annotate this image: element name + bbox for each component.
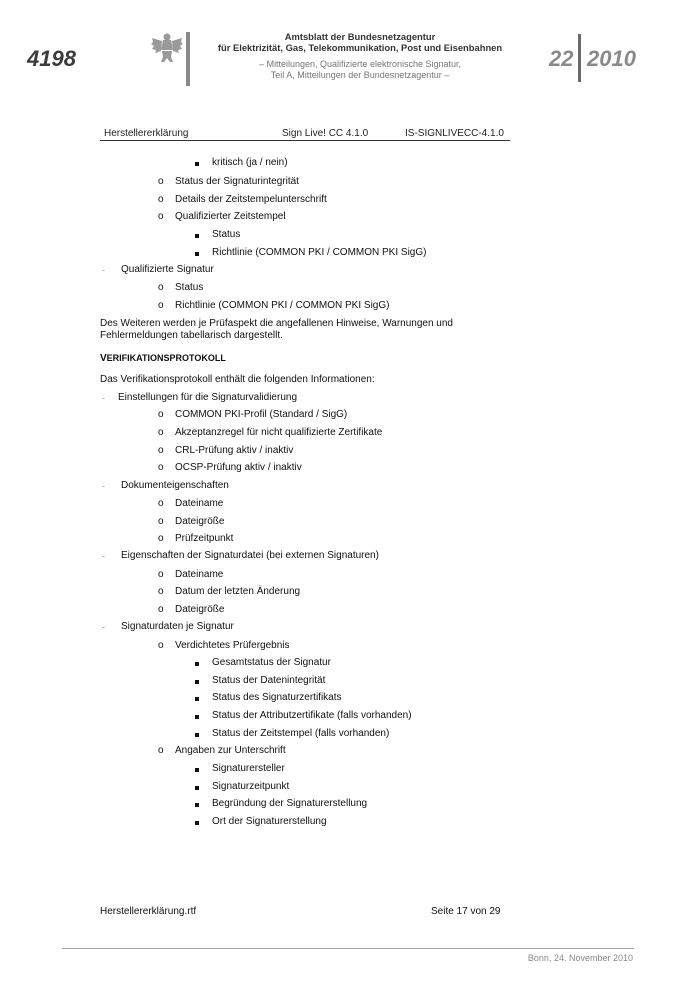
bullet-circle: o (158, 409, 164, 420)
list-item: Status der Signaturintegrität (175, 176, 299, 187)
masthead-divider-right (578, 34, 581, 82)
list-item: Richtlinie (COMMON PKI / COMMON PKI SigG) (212, 247, 427, 258)
list-item: Angaben zur Unterschrift (175, 745, 286, 756)
bullet-circle: o (158, 640, 164, 651)
bullet-square (195, 715, 199, 719)
list-item: Eigenschaften der Signaturdatei (bei externen Signaturen) (121, 550, 379, 561)
bullet-circle: o (158, 282, 164, 293)
bullet-circle: o (158, 533, 164, 544)
running-header-left: Herstellererklärung (104, 128, 189, 139)
bullet-square (195, 234, 199, 238)
issue-number: 22 (549, 46, 574, 71)
footer-page-count: Seite 17 von 29 (431, 906, 501, 917)
list-item: Qualifizierter Zeitstempel (175, 211, 286, 222)
gazette-title-line1: Amtsblatt der Bundesnetzagentur (284, 31, 436, 42)
bullet-dash: - (102, 481, 105, 491)
bullet-circle: o (158, 211, 164, 222)
list-item: Richtlinie (COMMON PKI / COMMON PKI SigG) (175, 300, 390, 311)
list-item: Datum der letzten Änderung (175, 586, 301, 597)
list-item: Ort der Signaturerstellung (212, 816, 327, 827)
list-item: Status der Attributzertifikate (falls vorhanden) (212, 710, 412, 721)
bullet-circle: o (158, 427, 164, 438)
publication-date: Bonn, 24. November 2010 (527, 953, 633, 963)
list-item: Status (212, 229, 241, 240)
section-heading-initial: V (100, 353, 107, 364)
bullet-circle: o (158, 745, 164, 756)
list-item: Dokumenteigenschaften (121, 480, 229, 491)
list-item: Status (175, 282, 204, 293)
running-header-right: IS-SIGNLIVECC-4.1.0 (405, 128, 504, 139)
bullet-circle: o (158, 586, 164, 597)
list-item: Prüfzeitpunkt (175, 533, 234, 544)
list-item: Signaturersteller (212, 763, 285, 774)
list-item: CRL-Prüfung aktiv / inaktiv (175, 445, 294, 456)
bullet-circle: o (158, 569, 164, 580)
list-item: Gesamtstatus der Signatur (212, 657, 331, 668)
running-header-center: Sign Live! CC 4.1.0 (282, 128, 369, 139)
list-item: Begründung der Signaturerstellung (212, 798, 368, 809)
bullet-dash: - (102, 551, 105, 561)
bullet-circle: o (158, 462, 164, 473)
bullet-circle: o (158, 194, 164, 205)
bullet-square (195, 252, 199, 256)
bullet-circle: o (158, 604, 164, 615)
bullet-square (195, 803, 199, 807)
bullet-square (195, 733, 199, 737)
list-item: Details der Zeitstempelunterschrift (175, 194, 327, 205)
list-item: OCSP-Prüfung aktiv / inaktiv (175, 462, 302, 473)
header-rule (100, 140, 510, 141)
section-heading (100, 353, 226, 364)
list-item: COMMON PKI-Profil (Standard / SigG) (175, 409, 348, 420)
list-item: kritisch (ja / nein) (212, 157, 288, 168)
list-item: Signaturdaten je Signatur (121, 621, 234, 632)
bullet-circle: o (158, 516, 164, 527)
bullet-square (195, 786, 199, 790)
list-item: Dateiname (175, 498, 224, 509)
bullet-square (195, 662, 199, 666)
page-number: 4198 (27, 46, 76, 71)
paragraph: Des Weiteren werden je Prüfaspekt die angefallenen Hinweise, Warnungen und Fehlermeldungen tabellarisch dargestellt. (100, 318, 453, 341)
section-heading-rest: ERIFIKATIONSPROTOKOLL (106, 353, 226, 363)
bullet-circle: o (158, 176, 164, 187)
bullet-dash: - (102, 622, 105, 632)
list-item: Status der Zeitstempel (falls vorhanden) (212, 728, 390, 739)
list-item: Dateigröße (175, 516, 225, 527)
gazette-subtitle-line1: – Mitteilungen, Qualifizierte elektronische Signatur, (258, 59, 462, 69)
list-item: Signaturzeitpunkt (212, 781, 290, 792)
list-item: Einstellungen für die Signaturvalidierung (118, 392, 298, 403)
list-item: Status des Signaturzertifikats (212, 692, 342, 703)
bullet-circle: o (158, 445, 164, 456)
list-item: Dateigröße (175, 604, 225, 615)
bullet-square (195, 162, 199, 166)
bullet-square (195, 680, 199, 684)
bullet-square (195, 697, 199, 701)
bullet-circle: o (158, 498, 164, 509)
footer-filename: Herstellererklärung.rtf (100, 906, 197, 917)
list-item: Status der Datenintegrität (212, 675, 326, 686)
list-item: Qualifizierte Signatur (121, 264, 214, 275)
bullet-dash: - (102, 393, 105, 403)
list-item: Akzeptanzregel für nicht qualifizierte Zertifikate (175, 427, 383, 438)
list-item: Verdichtetes Prüfergebnis (175, 640, 290, 651)
federal-eagle-icon (150, 32, 184, 64)
gazette-title-line2: für Elektrizität, Gas, Telekommunikation, Post und Eisenbahnen (217, 42, 503, 53)
bullet-square (195, 821, 199, 825)
gazette-subtitle-line2: Teil A, Mitteilungen der Bundesnetzagentur – (270, 70, 450, 80)
paragraph: Das Verifikationsprotokoll enthält die folgenden Informationen: (100, 374, 375, 385)
footer-rule (62, 948, 634, 949)
list-item: Dateiname (175, 569, 224, 580)
bullet-circle: o (158, 300, 164, 311)
issue-year: 2010 (587, 46, 636, 71)
bullet-dash: - (102, 265, 105, 275)
bullet-square (195, 768, 199, 772)
